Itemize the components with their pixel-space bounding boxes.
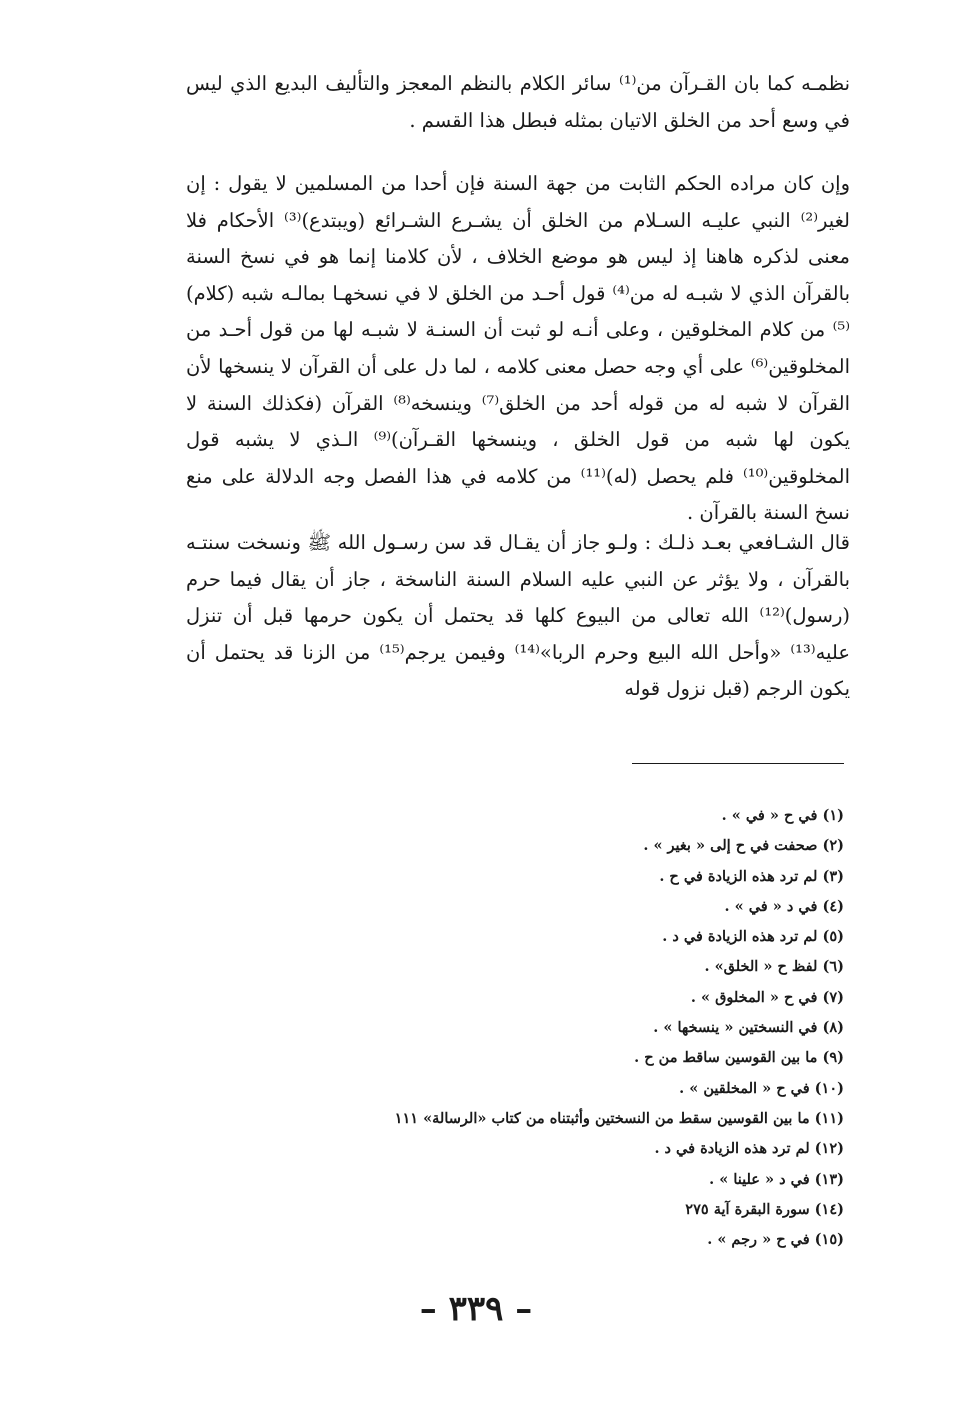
footnote-12: (١٢) لم ترد هذه الزيادة في د . bbox=[654, 1140, 844, 1158]
paragraph-text: وإن كان مراده الحكم الثابت من جهة السنة فإن أحدا من المسلمين لا يقول : إن لغير⁽²⁾ النبي عليـه السـلام من الخلق أن يشـرع الشـرائع (ويبتدع)⁽³⁾ الأحكام فلا معنى لذكره هاهنا إذ ليس هو موضع الخلاف ، لأن كلامنا إنما هو في نسخ السنة بالقرآن الذي لا شبـه له من⁽⁴⁾ قول أحـد من الخلق لا في نسخهـا بمالـه شبه (كلام)⁽⁵⁾ من كلام المخلوقين ، وعلى أنـه لو ثبت أن السنـة لا شبـه لها من قول أحـد من المخلوقين⁽⁶⁾ على أي وجه حصل معنى كلامه ، لما دل على أن القرآن لا ينسخها لأن القرآن لا شبه له من قوله أحد من الخلق⁽⁷⁾ وينسخه⁽⁸⁾ القرآن (فكذلك السنة لا يكون لها شبه من قول الخلق ، وينسخها القـرآن)⁽⁹⁾ الـذي لا يشبه قول المخلوقين⁽¹⁰⁾ فلم يحصل (له)⁽¹¹⁾ من كلامه في هذا الفصل وجه الدلالة على منع نسخ السنة بالقرآن . bbox=[186, 172, 851, 525]
footnote-15: (١٥) في ح « رجم » . bbox=[707, 1231, 844, 1249]
footnote-5: (٥) لم ترد هذه الزيادة في د . bbox=[662, 928, 844, 946]
footnote-13: (١٣) في د « علينا » . bbox=[709, 1170, 844, 1188]
page-number: – ٣٣٩ – bbox=[419, 1289, 533, 1329]
footnote-10: (١٠) في ح « المخلقين » . bbox=[679, 1079, 844, 1097]
paragraph-2 bbox=[186, 166, 850, 532]
footnote-7: (٧) في ح « المخلوق » . bbox=[690, 988, 844, 1006]
footnote-2: (٢) صحفت في ح إلى « بغير » . bbox=[643, 837, 844, 855]
footnote-1: (١) في ح « في » . bbox=[721, 807, 844, 824]
footnote-4: (٤) في د « في » . bbox=[724, 897, 844, 915]
footnote-6: (٦) لفظ ح « الخلق» . bbox=[704, 958, 844, 976]
paragraph-text: قال الشـافعي بعـد ذلـك : ولـو جاز أن يقـال قد سن رسـول الله ﷺ ونسخت سنتـه بالقرآن ، ولا يؤثر عن النبي عليه السلام السنة الناسخة ، جاز أن يقال فيما حرم (رسول)⁽¹²⁾ الله تعالى من البيوع كلها قد يحتمل أن يكون حرمها قبل أن تنزل عليه⁽¹³⁾ «وأحل الله البيع وحرم الربا»⁽¹⁴⁾ وفيمن يرجم⁽¹⁵⁾ من الزنا قد يحتمل أن يكون الرجم (قبل نزول قوله bbox=[186, 531, 851, 701]
footnote-11: (١١) ما بين القوسين سقط من النسختين وأثبتناه من كتاب «الرسالة» ١١١ bbox=[394, 1109, 844, 1127]
footnote-14: (١٤) سورة البقرة آية ٢٧٥ bbox=[685, 1200, 844, 1218]
paragraph-3 bbox=[186, 525, 850, 708]
footnotes-list bbox=[360, 801, 844, 1255]
paragraph-text: نظمـه كما بان القـرآن من⁽¹⁾ سائر الكلام بالنظم المعجز والتأليف البديع الذي ليس في وسع أحد من الخلق الاتيان بمثله فبطل هذا القسم . bbox=[186, 72, 850, 132]
footnote-9: (٩) ما بين القوسين ساقط من ح . bbox=[634, 1049, 844, 1067]
footnote-separator bbox=[632, 763, 844, 764]
paragraph-1 bbox=[186, 66, 850, 139]
footnote-3: (٣) لم ترد هذه الزيادة في ح . bbox=[659, 867, 844, 885]
footnote-8: (٨) في النسختين « ينسخها » . bbox=[653, 1019, 844, 1037]
